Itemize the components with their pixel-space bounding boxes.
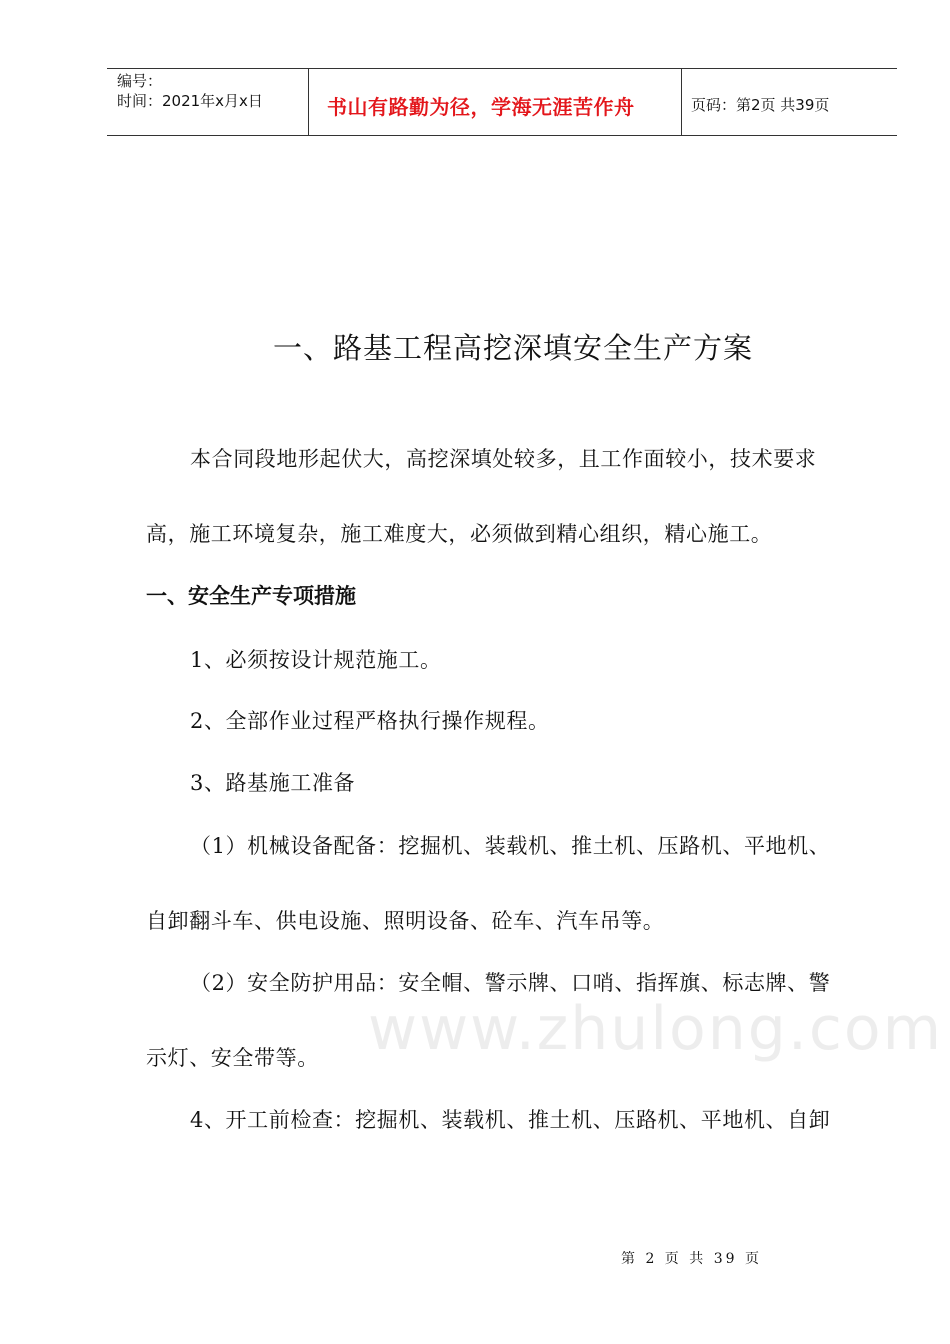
- header-number-label: 编号：: [117, 72, 163, 90]
- sub-item-1-line-2: 自卸翻斗车、供电设施、照明设备、砼车、汽车吊等。: [146, 909, 665, 933]
- section-heading: 一、安全生产专项措施: [146, 584, 356, 608]
- intro-paragraph-line-2: 高，施工环境复杂，施工难度大，必须做到精心组织，精心施工。: [146, 522, 773, 546]
- page-footer: 第 2 页 共 39 页: [621, 1251, 762, 1267]
- list-item-3: 3、路基施工准备: [190, 771, 356, 795]
- header-page-label: 页码：第2页 共39页: [691, 96, 830, 114]
- list-item-1: 1、必须按设计规范施工。: [190, 648, 442, 672]
- sub-item-2-line-1: （2）安全防护用品：安全帽、警示牌、口哨、指挥旗、标志牌、警: [190, 971, 831, 995]
- document-title: 一、路基工程高挖深填安全生产方案: [273, 331, 754, 365]
- header-motto: 书山有路勤为径，学海无涯苦作舟: [327, 95, 635, 119]
- intro-paragraph-line-1: 本合同段地形起伏大，高挖深填处较多，且工作面较小，技术要求: [190, 447, 817, 471]
- sub-item-1-line-1: （1）机械设备配备：挖掘机、装载机、推土机、压路机、平地机、: [190, 834, 831, 858]
- header-divider-right: [681, 68, 682, 136]
- header-time-label: 时间：2021年x月x日: [117, 92, 263, 110]
- list-item-4-line-1: 4、开工前检查：挖掘机、装载机、推土机、压路机、平地机、自卸: [190, 1108, 831, 1132]
- list-item-2: 2、全部作业过程严格执行操作规程。: [190, 709, 550, 733]
- header-top-border: [107, 68, 897, 69]
- header-divider-left: [308, 68, 309, 136]
- header-bottom-border: [107, 135, 897, 136]
- sub-item-2-line-2: 示灯、安全带等。: [146, 1046, 319, 1070]
- watermark: www.zhulong.com: [368, 994, 944, 1064]
